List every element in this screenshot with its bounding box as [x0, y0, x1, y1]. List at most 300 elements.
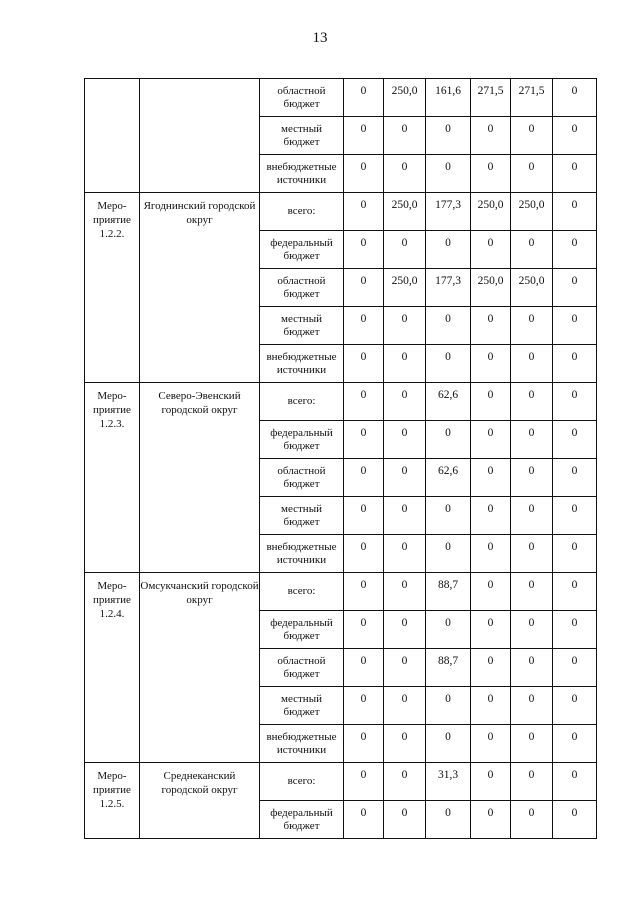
value-cell [511, 193, 553, 231]
value-cell [344, 573, 384, 611]
value-cell-text: 0 [445, 807, 451, 819]
value-cell-text: 271,5 [477, 85, 504, 97]
value-cell-text: 0 [401, 769, 408, 781]
value-cell [344, 649, 384, 687]
funding-source-cell-text: внебюджетные источники [266, 350, 337, 376]
value-cell [511, 307, 553, 345]
value-cell [511, 649, 553, 687]
value-cell-text: 0 [445, 541, 451, 553]
value-cell [344, 535, 384, 573]
value-cell [426, 269, 471, 307]
value-cell [426, 79, 471, 117]
district-cell-text: Среднеканский городской округ [161, 770, 238, 796]
value-cell [344, 193, 384, 231]
value-cell [384, 459, 426, 497]
table-row [85, 383, 597, 421]
value-cell-text: 0 [571, 85, 578, 97]
value-cell-text: 0 [528, 161, 535, 173]
value-cell-text: 0 [445, 731, 451, 743]
value-cell [344, 497, 384, 535]
value-cell-text: 0 [487, 655, 494, 667]
measure-cell-text: Меро-приятие 1.2.2. [93, 200, 131, 240]
value-cell-text: 0 [360, 769, 367, 781]
value-cell-text: 0 [487, 731, 494, 743]
table-row [85, 763, 597, 801]
value-cell-text: 62,6 [437, 465, 459, 477]
value-cell-text: 0 [571, 579, 578, 591]
value-cell-text: 0 [360, 541, 367, 553]
value-cell-text: 250,0 [518, 275, 545, 287]
value-cell [344, 269, 384, 307]
value-cell [384, 193, 426, 231]
value-cell [553, 801, 597, 839]
value-cell-text: 88,7 [437, 655, 459, 667]
value-cell-text: 0 [571, 617, 578, 629]
value-cell [384, 535, 426, 573]
funding-source-cell-text: областной бюджет [277, 274, 326, 300]
value-cell [471, 307, 511, 345]
value-cell-text: 0 [487, 313, 494, 325]
value-cell [426, 117, 471, 155]
value-cell-text: 0 [360, 161, 367, 173]
value-cell-text: 0 [401, 123, 408, 135]
measure-cell-text: Меро-приятие 1.2.4. [93, 580, 131, 620]
value-cell-text: 0 [487, 465, 494, 477]
district-cell [140, 763, 260, 839]
value-cell-text: 250,0 [518, 199, 545, 211]
district-cell [140, 79, 260, 193]
value-cell-text: 0 [487, 351, 494, 363]
value-cell [511, 269, 553, 307]
value-cell-text: 271,5 [518, 85, 545, 97]
value-cell-text: 0 [571, 427, 578, 439]
value-cell [384, 649, 426, 687]
funding-source-cell [260, 269, 344, 307]
value-cell [511, 231, 553, 269]
value-cell-text: 0 [528, 655, 535, 667]
value-cell [384, 801, 426, 839]
value-cell [384, 687, 426, 725]
value-cell-text: 62,6 [437, 389, 459, 401]
value-cell [384, 573, 426, 611]
value-cell [511, 535, 553, 573]
value-cell [511, 573, 553, 611]
value-cell [511, 421, 553, 459]
value-cell [553, 611, 597, 649]
value-cell [511, 725, 553, 763]
value-cell [471, 231, 511, 269]
value-cell-text: 0 [487, 503, 494, 515]
value-cell [426, 649, 471, 687]
value-cell-text: 0 [487, 769, 494, 781]
value-cell-text: 0 [360, 275, 367, 287]
value-cell [426, 231, 471, 269]
value-cell [426, 687, 471, 725]
value-cell-text: 0 [360, 199, 367, 211]
value-cell-text: 0 [401, 617, 408, 629]
value-cell-text: 0 [571, 237, 578, 249]
value-cell-text: 0 [487, 579, 494, 591]
value-cell [426, 155, 471, 193]
measure-cell [85, 383, 140, 573]
value-cell-text: 161,6 [435, 85, 461, 97]
value-cell-text: 177,3 [435, 199, 461, 211]
value-cell [471, 687, 511, 725]
value-cell [384, 79, 426, 117]
value-cell [426, 535, 471, 573]
value-cell-text: 0 [571, 655, 578, 667]
value-cell [344, 459, 384, 497]
funding-source-cell-text: областной бюджет [277, 464, 326, 490]
value-cell-text: 0 [401, 503, 408, 515]
funding-source-cell-text: федеральный бюджет [270, 236, 333, 262]
budget-table [84, 78, 597, 839]
funding-source-cell-text: федеральный бюджет [270, 426, 333, 452]
value-cell [471, 79, 511, 117]
value-cell-text: 0 [401, 161, 408, 173]
funding-source-cell [260, 193, 344, 231]
value-cell-text: 0 [571, 275, 578, 287]
value-cell [426, 801, 471, 839]
value-cell-text: 0 [487, 541, 494, 553]
funding-source-cell [260, 573, 344, 611]
value-cell [553, 573, 597, 611]
value-cell [344, 155, 384, 193]
value-cell [553, 497, 597, 535]
value-cell [553, 459, 597, 497]
value-cell [384, 725, 426, 763]
value-cell-text: 0 [401, 579, 408, 591]
value-cell-text: 0 [360, 427, 367, 439]
district-cell-text: Омсукчанский городской округ [140, 580, 259, 606]
value-cell-text: 0 [401, 313, 408, 325]
funding-source-cell [260, 611, 344, 649]
funding-source-cell-text: всего: [287, 775, 316, 787]
funding-source-cell-text: областной бюджет [277, 84, 326, 110]
value-cell-text: 0 [360, 351, 367, 363]
measure-cell [85, 573, 140, 763]
funding-source-cell [260, 497, 344, 535]
value-cell [511, 79, 553, 117]
value-cell-text: 0 [571, 731, 578, 743]
value-cell-text: 0 [528, 389, 535, 401]
value-cell-text: 0 [360, 389, 367, 401]
value-cell [471, 801, 511, 839]
value-cell-text: 0 [445, 427, 451, 439]
value-cell [471, 269, 511, 307]
value-cell-text: 0 [528, 503, 535, 515]
measure-cell-text: Меро-приятие 1.2.5. [93, 770, 131, 810]
value-cell [553, 345, 597, 383]
value-cell [344, 687, 384, 725]
value-cell-text: 0 [528, 237, 535, 249]
value-cell-text: 0 [360, 313, 367, 325]
value-cell [344, 421, 384, 459]
value-cell [384, 345, 426, 383]
value-cell [553, 725, 597, 763]
district-cell-text: Северо-Эвенский городской округ [158, 390, 241, 416]
district-cell-text: Ягоднинский городской округ [143, 200, 256, 226]
value-cell-text: 0 [401, 693, 408, 705]
value-cell [344, 763, 384, 801]
value-cell-text: 0 [528, 465, 535, 477]
value-cell-text: 0 [445, 123, 451, 135]
value-cell-text: 0 [528, 123, 535, 135]
value-cell [471, 497, 511, 535]
value-cell [553, 535, 597, 573]
budget-table-body [85, 79, 597, 839]
value-cell [384, 117, 426, 155]
value-cell-text: 250,0 [391, 199, 418, 211]
value-cell-text: 0 [571, 541, 578, 553]
value-cell [344, 725, 384, 763]
value-cell-text: 250,0 [391, 85, 418, 97]
value-cell [426, 497, 471, 535]
value-cell-text: 31,3 [437, 769, 459, 781]
value-cell-text: 0 [571, 351, 578, 363]
value-cell [553, 763, 597, 801]
value-cell [511, 117, 553, 155]
funding-source-cell-text: местный бюджет [281, 502, 322, 528]
value-cell [426, 611, 471, 649]
value-cell-text: 0 [528, 769, 535, 781]
value-cell [471, 649, 511, 687]
value-cell [511, 345, 553, 383]
value-cell-text: 0 [445, 351, 451, 363]
value-cell-text: 0 [445, 693, 451, 705]
value-cell-text: 250,0 [391, 275, 418, 287]
value-cell [553, 269, 597, 307]
value-cell [384, 763, 426, 801]
value-cell-text: 0 [401, 351, 408, 363]
value-cell [511, 801, 553, 839]
value-cell-text: 0 [571, 693, 578, 705]
value-cell-text: 0 [445, 617, 451, 629]
value-cell-text: 250,0 [477, 275, 504, 287]
value-cell-text: 0 [528, 351, 535, 363]
value-cell-text: 0 [528, 693, 535, 705]
value-cell [426, 421, 471, 459]
table-row [85, 193, 597, 231]
value-cell [471, 155, 511, 193]
value-cell [384, 497, 426, 535]
value-cell [426, 193, 471, 231]
value-cell [344, 383, 384, 421]
value-cell [553, 117, 597, 155]
value-cell [426, 307, 471, 345]
district-cell [140, 193, 260, 383]
value-cell [553, 79, 597, 117]
measure-cell [85, 193, 140, 383]
value-cell [511, 687, 553, 725]
value-cell-text: 0 [487, 123, 494, 135]
value-cell-text: 0 [360, 123, 367, 135]
funding-source-cell-text: федеральный бюджет [270, 616, 333, 642]
value-cell-text: 0 [360, 503, 367, 515]
value-cell [471, 345, 511, 383]
funding-source-cell [260, 155, 344, 193]
value-cell-text: 0 [571, 503, 578, 515]
value-cell-text: 0 [487, 389, 494, 401]
value-cell [384, 231, 426, 269]
value-cell-text: 177,3 [435, 275, 461, 287]
funding-source-cell-text: внебюджетные источники [266, 540, 337, 566]
value-cell-text: 0 [445, 237, 451, 249]
funding-source-cell-text: внебюджетные источники [266, 730, 337, 756]
value-cell-text: 0 [571, 465, 578, 477]
value-cell [511, 155, 553, 193]
value-cell-text: 0 [360, 85, 367, 97]
value-cell [471, 193, 511, 231]
value-cell-text: 0 [360, 807, 367, 819]
value-cell-text: 0 [401, 427, 408, 439]
value-cell-text: 0 [360, 617, 367, 629]
value-cell-text: 0 [487, 161, 494, 173]
value-cell [344, 801, 384, 839]
value-cell-text: 0 [360, 693, 367, 705]
value-cell [553, 421, 597, 459]
funding-source-cell [260, 421, 344, 459]
value-cell [344, 345, 384, 383]
measure-cell-text: Меро-приятие 1.2.3. [93, 390, 131, 430]
district-cell [140, 383, 260, 573]
funding-source-cell [260, 79, 344, 117]
value-cell [553, 687, 597, 725]
value-cell [471, 573, 511, 611]
value-cell-text: 0 [445, 161, 451, 173]
funding-source-cell [260, 763, 344, 801]
funding-source-cell-text: местный бюджет [281, 692, 322, 718]
value-cell-text: 0 [401, 655, 408, 667]
value-cell [471, 383, 511, 421]
value-cell [344, 231, 384, 269]
value-cell [471, 535, 511, 573]
value-cell [511, 763, 553, 801]
value-cell [511, 611, 553, 649]
value-cell-text: 0 [487, 617, 494, 629]
value-cell-text: 0 [528, 731, 535, 743]
value-cell [471, 763, 511, 801]
funding-source-cell [260, 725, 344, 763]
value-cell [553, 155, 597, 193]
table-row [85, 573, 597, 611]
funding-source-cell [260, 307, 344, 345]
value-cell [426, 345, 471, 383]
value-cell-text: 0 [571, 389, 578, 401]
value-cell [511, 383, 553, 421]
value-cell [471, 725, 511, 763]
funding-source-cell [260, 687, 344, 725]
value-cell [511, 497, 553, 535]
funding-source-cell [260, 117, 344, 155]
value-cell [384, 269, 426, 307]
value-cell-text: 0 [360, 655, 367, 667]
value-cell [384, 155, 426, 193]
table-row [85, 79, 597, 117]
page-number: 13 [312, 30, 328, 46]
value-cell-text: 0 [571, 807, 578, 819]
value-cell-text: 0 [401, 541, 408, 553]
funding-source-cell [260, 459, 344, 497]
value-cell [426, 459, 471, 497]
value-cell [553, 193, 597, 231]
funding-source-cell [260, 649, 344, 687]
value-cell [511, 459, 553, 497]
value-cell-text: 0 [401, 807, 408, 819]
value-cell-text: 0 [360, 731, 367, 743]
value-cell [553, 307, 597, 345]
funding-source-cell-text: всего: [287, 585, 316, 597]
funding-source-cell [260, 535, 344, 573]
value-cell [553, 649, 597, 687]
funding-source-cell-text: внебюджетные источники [266, 160, 337, 186]
value-cell [426, 763, 471, 801]
value-cell [344, 611, 384, 649]
funding-source-cell-text: всего: [287, 395, 316, 407]
value-cell-text: 0 [528, 427, 535, 439]
value-cell [384, 307, 426, 345]
value-cell-text: 0 [528, 617, 535, 629]
district-cell [140, 573, 260, 763]
value-cell-text: 0 [487, 237, 494, 249]
value-cell-text: 0 [571, 769, 578, 781]
funding-source-cell-text: местный бюджет [281, 122, 322, 148]
value-cell [344, 117, 384, 155]
measure-cell [85, 79, 140, 193]
funding-source-cell-text: областной бюджет [277, 654, 326, 680]
value-cell-text: 0 [401, 465, 408, 477]
value-cell [426, 383, 471, 421]
value-cell-text: 88,7 [437, 579, 459, 591]
value-cell [384, 611, 426, 649]
value-cell [384, 383, 426, 421]
value-cell-text: 0 [528, 807, 535, 819]
value-cell-text: 0 [445, 503, 451, 515]
value-cell [344, 79, 384, 117]
value-cell-text: 0 [528, 313, 535, 325]
funding-source-cell-text: всего: [287, 205, 316, 217]
value-cell [471, 117, 511, 155]
value-cell-text: 0 [401, 389, 408, 401]
value-cell [426, 573, 471, 611]
value-cell-text: 0 [528, 579, 535, 591]
value-cell [426, 725, 471, 763]
measure-cell [85, 763, 140, 839]
value-cell [471, 459, 511, 497]
funding-source-cell [260, 345, 344, 383]
value-cell-text: 0 [401, 731, 408, 743]
value-cell-text: 0 [487, 693, 494, 705]
value-cell [553, 383, 597, 421]
value-cell-text: 0 [360, 579, 367, 591]
funding-source-cell [260, 231, 344, 269]
value-cell [344, 307, 384, 345]
value-cell-text: 0 [571, 313, 578, 325]
value-cell [553, 231, 597, 269]
value-cell-text: 0 [360, 237, 367, 249]
value-cell [471, 421, 511, 459]
value-cell-text: 0 [401, 237, 408, 249]
value-cell-text: 0 [487, 427, 494, 439]
value-cell-text: 0 [445, 313, 451, 325]
value-cell-text: 0 [528, 541, 535, 553]
funding-source-cell [260, 801, 344, 839]
funding-source-cell-text: федеральный бюджет [270, 806, 333, 832]
value-cell-text: 0 [571, 199, 578, 211]
value-cell-text: 0 [360, 465, 367, 477]
value-cell-text: 0 [571, 161, 578, 173]
value-cell [384, 421, 426, 459]
